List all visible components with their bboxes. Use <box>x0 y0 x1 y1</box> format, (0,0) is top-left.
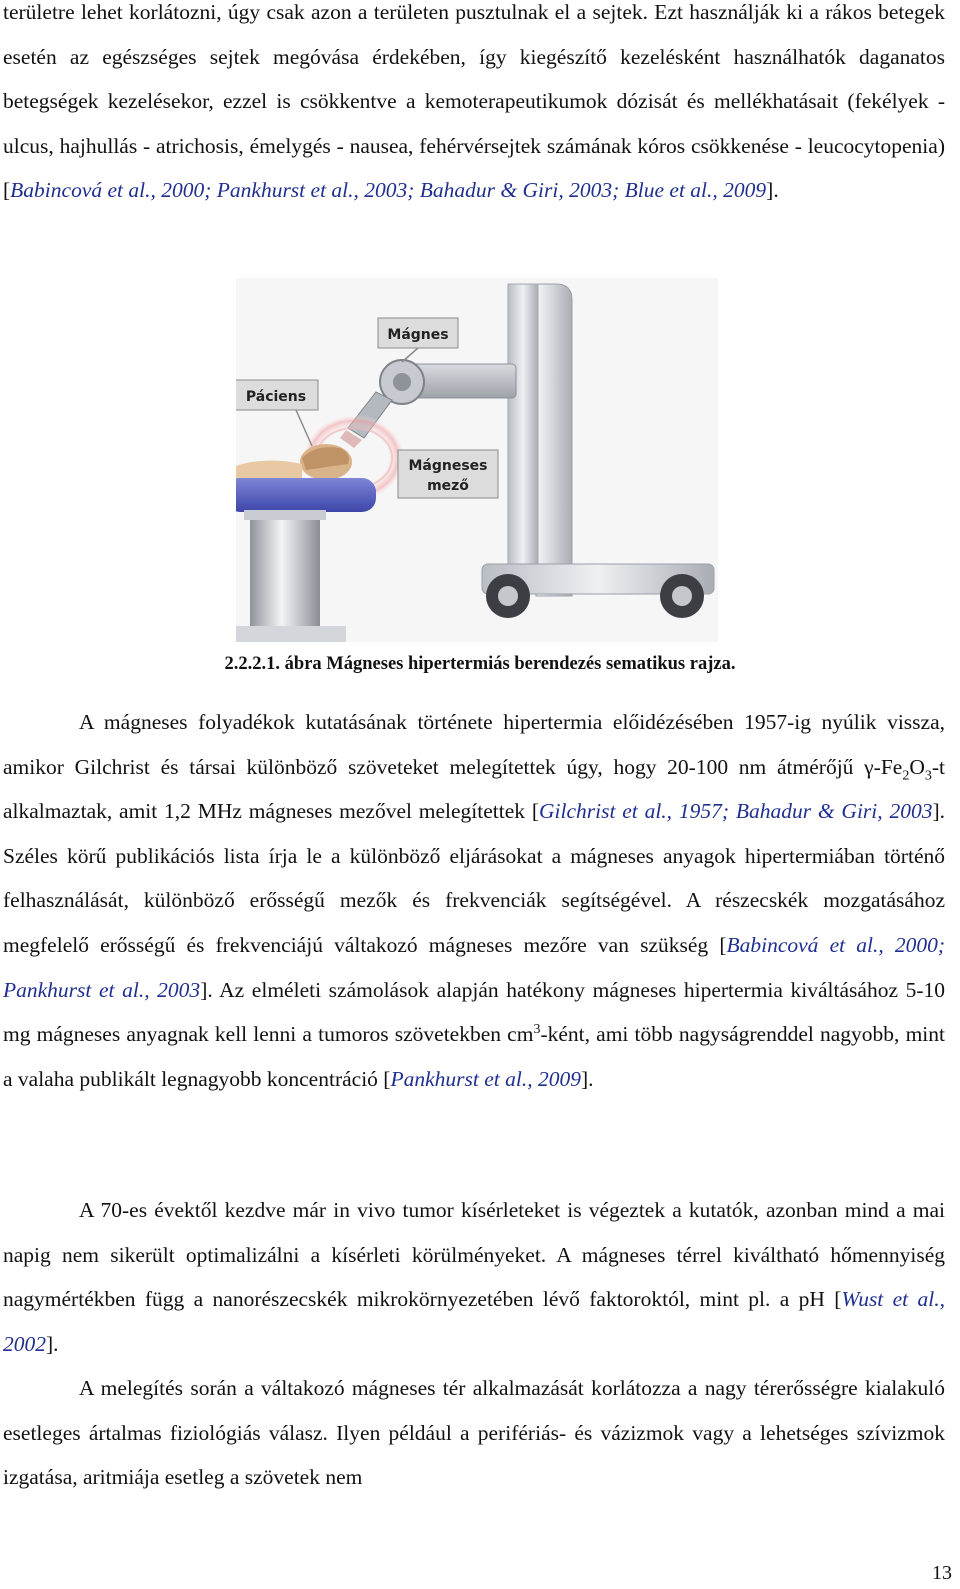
figure-caption: 2.2.2.1. ábra Mágneses hipertermiás berendezés sematikus rajza. <box>224 654 736 674</box>
paragraph-text: A mágneses folyadékok kutatásának története hipertermia előidézésében 1957-ig nyúlik vissza, amikor Gilchrist és társai különböző szöveteket melegítettek úgy, hogy 20-100 nm átmérőjű γ-Fe <box>3 710 945 779</box>
frame-inner <box>508 284 538 594</box>
paragraph-text: ]. <box>46 1331 59 1356</box>
paragraph-text: területre lehet korlátozni, úgy csak azon a területen pusztulnak el a sejtek. Ezt használják ki a rákos betegek esetén az egészséges sejtek megóvása érdekében, így kiegészítő kezelésként használhatók daganatos betegségek kezelésekor, ezzel is csökkentve a kemoterapeutikumok dózisát és mellékhatásait (fekélyek - ulcus, hajhullás - atrichosis, émelygés - nausea, fehérvérsejtek számának kóros csökkenése - leucocytopenia) [ <box>3 0 945 203</box>
citation: Gilchrist et al., 1957; Bahadur & Giri, 2003 <box>539 799 933 824</box>
citation: Pankhurst et al., 2009 <box>390 1066 581 1091</box>
citation: Wust et al., 2002 <box>3 1287 945 1356</box>
paragraph-text: O <box>909 754 925 779</box>
figure-hyperthermia-device <box>236 278 718 642</box>
paragraph-text: -ként, ami több nagyságrenddel nagyobb, mint a valaha publikált legnagyobb koncentráció [ <box>3 1022 945 1091</box>
subscript: 3 <box>924 767 932 783</box>
table-base <box>236 626 346 642</box>
paragraph-text: ]. Széles körű publikációs lista írja le a különböző eljárásokat a mágneses anyagok hipertermiában történő felhasználását, különböző erősségű mezők és frekvenciák segítségével. A részecskék mozgatásához megfelelő erősségű és frekvenciájú váltakozó mágneses mezőre van szükség [ <box>3 799 945 957</box>
table-column <box>250 510 320 634</box>
subscript: 2 <box>902 767 910 783</box>
citation: Babincová et al., 2000; Pankhurst et al., 2003 <box>3 932 945 1002</box>
citation: Babincová et al., 2000; Pankhurst et al., 2003; Bahadur & Giri, 2003; Blue et al., 2009 <box>10 178 767 203</box>
superscript: 3 <box>533 1022 541 1037</box>
paragraph-text: A melegítés során a váltakozó mágneses tér alkalmazását korlátozza a nagy térerősségre kialakuló esetleges ártalmas fiziológiás válasz. Ilyen például a perifériás- és vázizmok vagy a lehetséges szívizmok izgatása, aritmiája esetleg a szövetek nem <box>3 1376 945 1490</box>
label-magnes <box>378 318 458 348</box>
svg-text:mező: mező <box>427 478 469 494</box>
paragraph-text: ]. <box>580 1066 594 1091</box>
paragraph-text: A 70-es évektől kezdve már in vivo tumor kísérleteket is végeztek a kutatók, azonban mind a mai napig nem sikerült optimalizálni a kísérleti körülményeket. A mágneses térrel kiváltható hőmennyiség nagymértékben függ a nanorészecskék mikrokörnyezetében lévő faktoroktól, mint pl. a pH [ <box>3 1198 945 1312</box>
svg-text:Mágnes: Mágnes <box>387 327 449 343</box>
label-magneses-mezo <box>398 450 498 498</box>
paragraph-4 <box>3 1366 945 1500</box>
page-number: 13 <box>932 1562 952 1584</box>
wheel-left-hub <box>498 586 518 606</box>
wheel-right-hub <box>672 586 692 606</box>
patient-table <box>236 478 376 512</box>
paragraph-3 <box>3 1188 945 1366</box>
paragraph-text: ]. <box>766 178 779 203</box>
paragraph-2 <box>3 700 945 1101</box>
paragraph-text: -t alkalmaztak, amit 1,2 MHz mágneses mezővel melegítettek [ <box>3 754 945 824</box>
svg-text:Páciens: Páciens <box>245 389 307 405</box>
joint-hub <box>393 373 411 391</box>
table-collar <box>244 510 326 520</box>
device-illustration <box>236 278 718 642</box>
paragraph-1 <box>3 0 945 213</box>
paragraph-text: ]. Az elméleti számolások alapján hatékony mágneses hipertermia kiváltásához 5-10 mg mágneses anyagnak kell lenni a tumoros szövetekben cm <box>3 977 946 1047</box>
label-paciens <box>236 380 318 410</box>
svg-text:Mágneses: Mágneses <box>408 458 488 474</box>
